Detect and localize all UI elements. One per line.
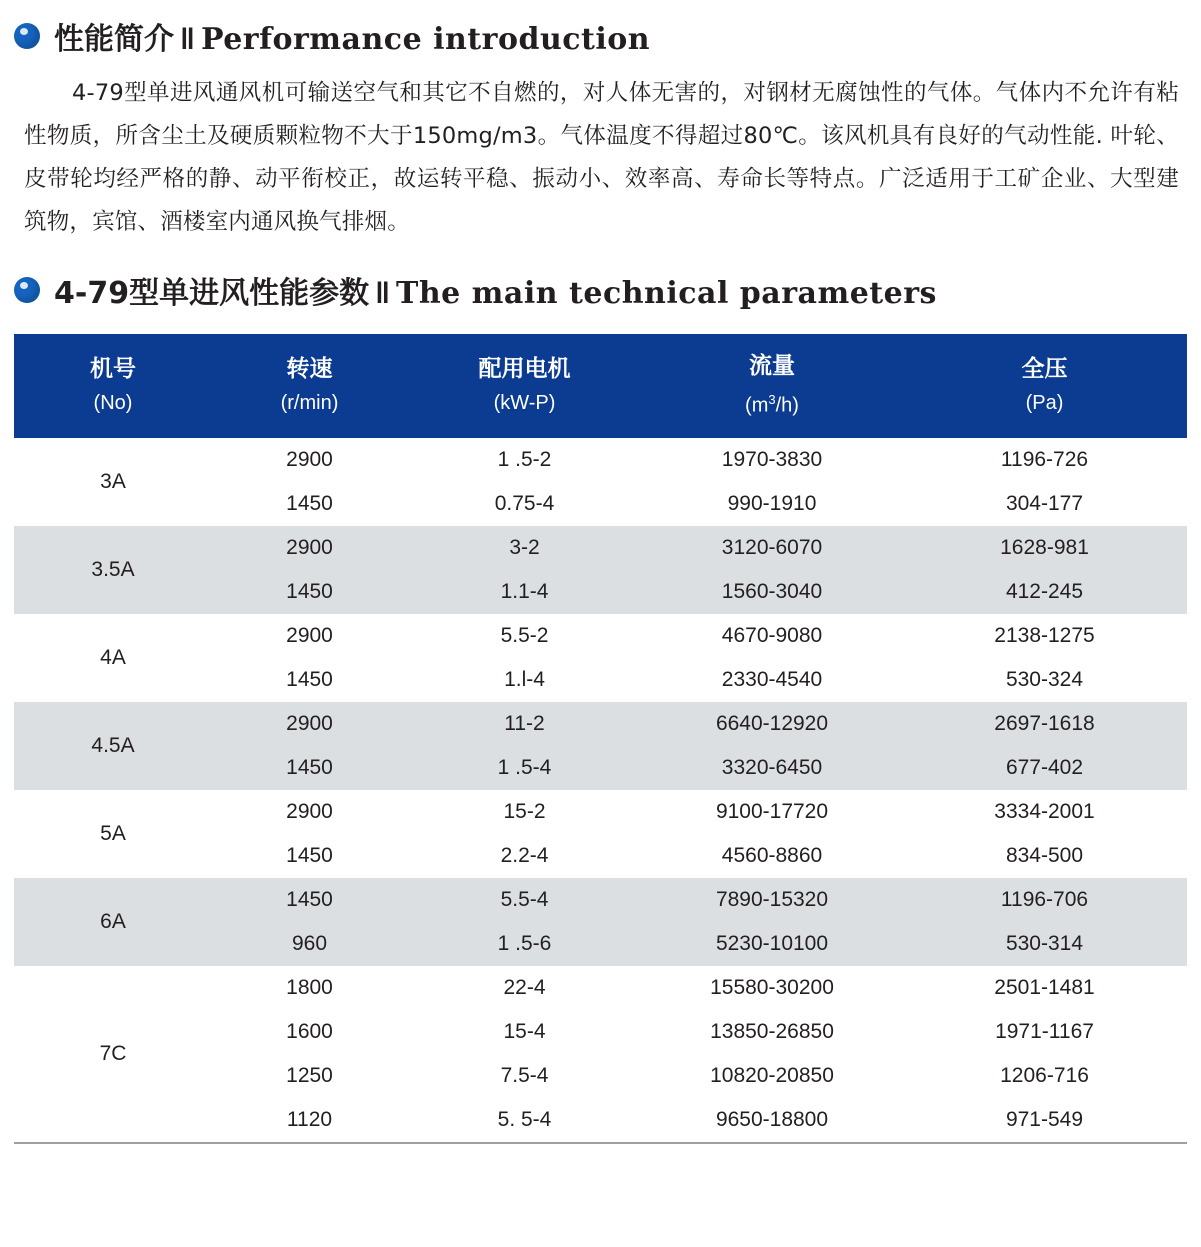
- cell-motor: 7.5-4: [407, 1054, 642, 1098]
- cell-flow: 4560-8860: [642, 834, 902, 878]
- cell-pressure: 1628-981: [902, 526, 1187, 570]
- heading-text: [54, 268, 937, 312]
- cell-speed: 1450: [212, 878, 407, 922]
- cell-pressure: 2138-1275: [902, 614, 1187, 658]
- cell-speed: 2900: [212, 614, 407, 658]
- cell-fan-no: 7C: [14, 966, 212, 1142]
- cell-motor: 1.1-4: [407, 570, 642, 614]
- cell-speed: 1450: [212, 658, 407, 702]
- cell-flow: 7890-15320: [642, 878, 902, 922]
- cell-flow: 13850-26850: [642, 1010, 902, 1054]
- cell-flow: 15580-30200: [642, 966, 902, 1010]
- cell-speed: 1450: [212, 746, 407, 790]
- column-header-flow-en: $(m^3/h)$: [745, 392, 799, 417]
- cell-motor: 5. 5-4: [407, 1098, 642, 1142]
- cell-motor: 2.2-4: [407, 834, 642, 878]
- table-header: [14, 334, 1187, 438]
- cell-pressure: 304-177: [902, 482, 1187, 526]
- table-body: [14, 438, 1187, 1142]
- cell-pressure: 530-324: [902, 658, 1187, 702]
- column-header-speed-en: (r/min): [280, 392, 339, 414]
- bullet-icon: [14, 23, 40, 49]
- heading-english: The main technical parameters: [396, 276, 937, 311]
- cell-speed: 1250: [212, 1054, 407, 1098]
- table-row: [14, 790, 1187, 834]
- column-header-speed-cn: 转速: [286, 356, 333, 382]
- cell-motor: 5.5-4: [407, 878, 642, 922]
- cell-speed: 1600: [212, 1010, 407, 1054]
- cell-fan-no: 4A: [14, 614, 212, 702]
- column-header-no-en: (No): [93, 392, 133, 414]
- heading-separator: ‖: [180, 23, 195, 56]
- performance-introduction-heading: [14, 0, 1187, 58]
- column-header-pressure: [902, 334, 1187, 438]
- cell-speed: 2900: [212, 438, 407, 482]
- cell-fan-no: 5A: [14, 790, 212, 878]
- heading-separator: ‖: [375, 277, 391, 310]
- cell-speed: 1450: [212, 570, 407, 614]
- cell-flow: 3320-6450: [642, 746, 902, 790]
- cell-pressure: 1971-1167: [902, 1010, 1187, 1054]
- cell-motor: 1 .5-6: [407, 922, 642, 966]
- cell-speed: 1120: [212, 1098, 407, 1142]
- column-header-flow: [642, 334, 902, 438]
- cell-flow: 9650-18800: [642, 1098, 902, 1142]
- heading-text: [54, 14, 650, 58]
- column-header-motor-en: (kW-P): [493, 392, 556, 414]
- table-row: [14, 526, 1187, 570]
- bottom-divider: [14, 1142, 1187, 1144]
- cell-motor: 5.5-2: [407, 614, 642, 658]
- table-row: [14, 438, 1187, 482]
- cell-fan-no: 3.5A: [14, 526, 212, 614]
- cell-flow: 10820-20850: [642, 1054, 902, 1098]
- column-header-flow-cn: 流量: [749, 353, 795, 380]
- cell-speed: 2900: [212, 526, 407, 570]
- heading-chinese: 4-79型单进风性能参数: [54, 276, 370, 311]
- heading-english: Performance introduction: [200, 22, 651, 57]
- cell-motor: 22-4: [407, 966, 642, 1010]
- cell-motor: 1 .5-2: [407, 438, 642, 482]
- cell-motor: 0.75-4: [407, 482, 642, 526]
- cell-motor: 1 .5-4: [407, 746, 642, 790]
- cell-speed: 1800: [212, 966, 407, 1010]
- cell-flow: 990-1910: [642, 482, 902, 526]
- cell-motor: 11-2: [407, 702, 642, 746]
- cell-flow: 4670-9080: [642, 614, 902, 658]
- cell-flow: 5230-10100: [642, 922, 902, 966]
- cell-pressure: 1196-726: [902, 438, 1187, 482]
- cell-pressure: 1196-706: [902, 878, 1187, 922]
- intro-paragraph: 4-79型单进风通风机可输送空气和其它不自燃的，对人体无害的，对钢材无腐蚀性的气体。气体内不允许有粘性物质，所含尘土及硬质颗粒物不大于150mg/m3。气体温度不得超过80℃。该风机具有良好的气动性能. 叶轮、皮带轮均经严格的静、动平衔校正，故运转平稳、振动小、效率高、寿命长等特点。广泛适用于工矿企业、大型建筑物，宾馆、酒楼室内通风换气排烟。: [24, 80, 1179, 235]
- cell-flow: 9100-17720: [642, 790, 902, 834]
- cell-flow: 1970-3830: [642, 438, 902, 482]
- cell-motor: 1.l-4: [407, 658, 642, 702]
- bullet-icon: [14, 277, 40, 303]
- cell-pressure: 2697-1618: [902, 702, 1187, 746]
- cell-motor: 15-4: [407, 1010, 642, 1054]
- cell-flow: 2330-4540: [642, 658, 902, 702]
- column-header-motor: [407, 334, 642, 438]
- column-header-no: [14, 334, 212, 438]
- cell-pressure: 834-500: [902, 834, 1187, 878]
- cell-pressure: 412-245: [902, 570, 1187, 614]
- cell-flow: 1560-3040: [642, 570, 902, 614]
- cell-flow: 6640-12920: [642, 702, 902, 746]
- table-row: [14, 702, 1187, 746]
- cell-speed: 960: [212, 922, 407, 966]
- technical-parameters-heading: [14, 244, 1187, 312]
- cell-fan-no: 4.5A: [14, 702, 212, 790]
- cell-motor: 15-2: [407, 790, 642, 834]
- table-header-row: [14, 334, 1187, 438]
- cell-flow: 3120-6070: [642, 526, 902, 570]
- cell-pressure: 971-549: [902, 1098, 1187, 1142]
- column-header-pressure-cn: 全压: [1021, 356, 1068, 382]
- cell-speed: 1450: [212, 834, 407, 878]
- cell-pressure: 677-402: [902, 746, 1187, 790]
- cell-fan-no: 3A: [14, 438, 212, 526]
- cell-pressure: 2501-1481: [902, 966, 1187, 1010]
- table-row: [14, 878, 1187, 922]
- column-header-no-cn: 机号: [90, 356, 136, 382]
- cell-pressure: 530-314: [902, 922, 1187, 966]
- column-header-pressure-en: (Pa): [1025, 392, 1064, 414]
- cell-speed: 2900: [212, 702, 407, 746]
- cell-pressure: 3334-2001: [902, 790, 1187, 834]
- table-row: [14, 614, 1187, 658]
- parameters-table: [14, 334, 1187, 1142]
- table-row: [14, 966, 1187, 1010]
- column-header-speed: [212, 334, 407, 438]
- cell-pressure: 1206-716: [902, 1054, 1187, 1098]
- cell-motor: 3-2: [407, 526, 642, 570]
- cell-speed: 1450: [212, 482, 407, 526]
- heading-chinese: 性能简介: [54, 22, 174, 57]
- cell-fan-no: 6A: [14, 878, 212, 966]
- cell-speed: 2900: [212, 790, 407, 834]
- column-header-motor-cn: 配用电机: [478, 356, 571, 382]
